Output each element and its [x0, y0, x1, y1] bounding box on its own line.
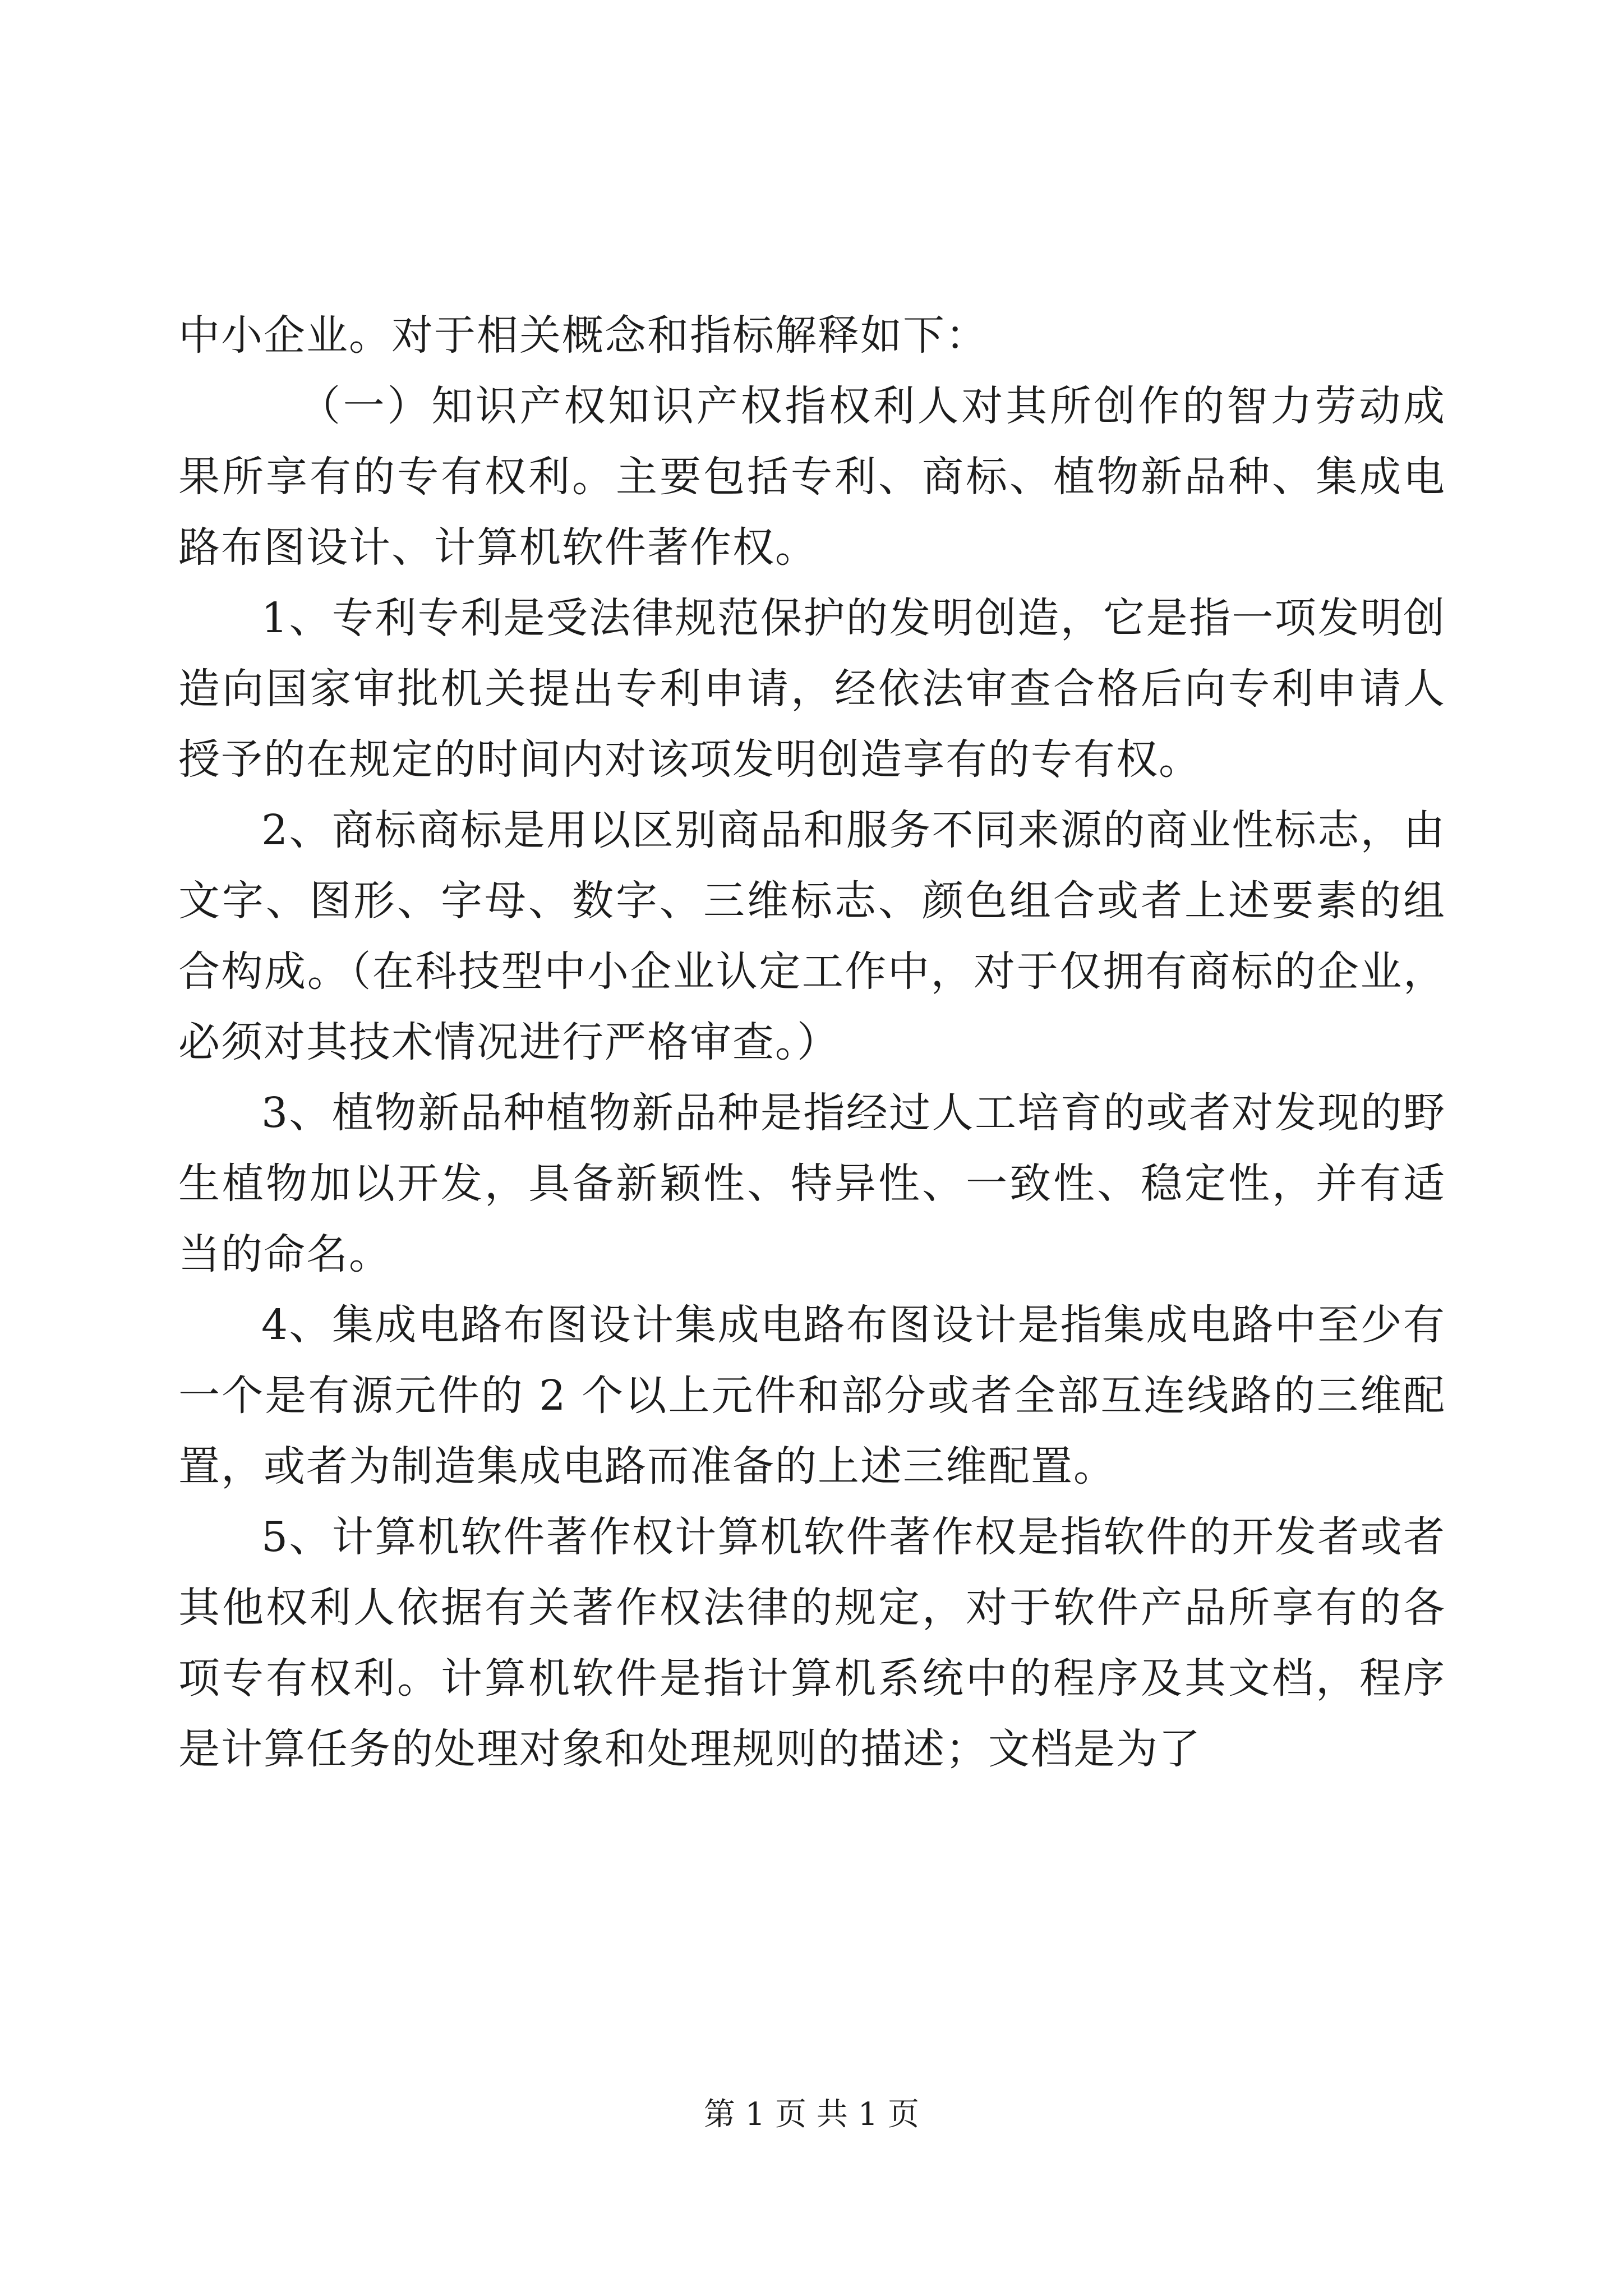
- paragraph-ic-layout: 4、集成电路布图设计集成电路布图设计是指集成电路中至少有一个是有源元件的 2 个以上元件和部分或者全部互连线路的三维配置，或者为制造集成电路而准备的上述三维配置。: [178, 1301, 1446, 1490]
- paragraph-patent: 1、专利专利是受法律规范保护的发明创造，它是指一项发明创造向国家审批机关提出专利申请，经依法审查合格后向专利申请人授予的在规定的时间内对该项发明创造享有的专有权。: [178, 594, 1446, 784]
- document-body: [178, 300, 1446, 1784]
- page-number: 第 1 页 共 1 页: [703, 2096, 920, 2133]
- paragraph-ip-definition: （一）知识产权知识产权指权利人对其所创作的智力劳动成果所享有的专有权利。主要包括专利、商标、植物新品种、集成电路布图设计、计算机软件著作权。: [178, 382, 1446, 572]
- paragraph-plant-variety: 3、植物新品种植物新品种是指经过人工培育的或者对发现的野生植物加以开发，具备新颖性、特异性、一致性、稳定性，并有适当的命名。: [178, 1089, 1446, 1278]
- paragraph-software-copyright: 5、计算机软件著作权计算机软件著作权是指软件的开发者或者其他权利人依据有关著作权法律的规定，对于软件产品所享有的各项专有权利。计算机软件是指计算机系统中的程序及其文档，程序是计算任务的处理对象和处理规则的描述；文档是为了: [178, 1513, 1446, 1773]
- paragraph-continuation: 中小企业。对于相关概念和指标解释如下：: [178, 311, 988, 360]
- page-footer: [0, 2095, 1623, 2134]
- paragraph-trademark: 2、商标商标是用以区别商品和服务不同来源的商业性标志，由文字、图形、字母、数字、三维标志、颜色组合或者上述要素的组合构成。（在科技型中小企业认定工作中，对于仅拥有商标的企业，必须对其技术情况进行严格审查。）: [178, 806, 1446, 1066]
